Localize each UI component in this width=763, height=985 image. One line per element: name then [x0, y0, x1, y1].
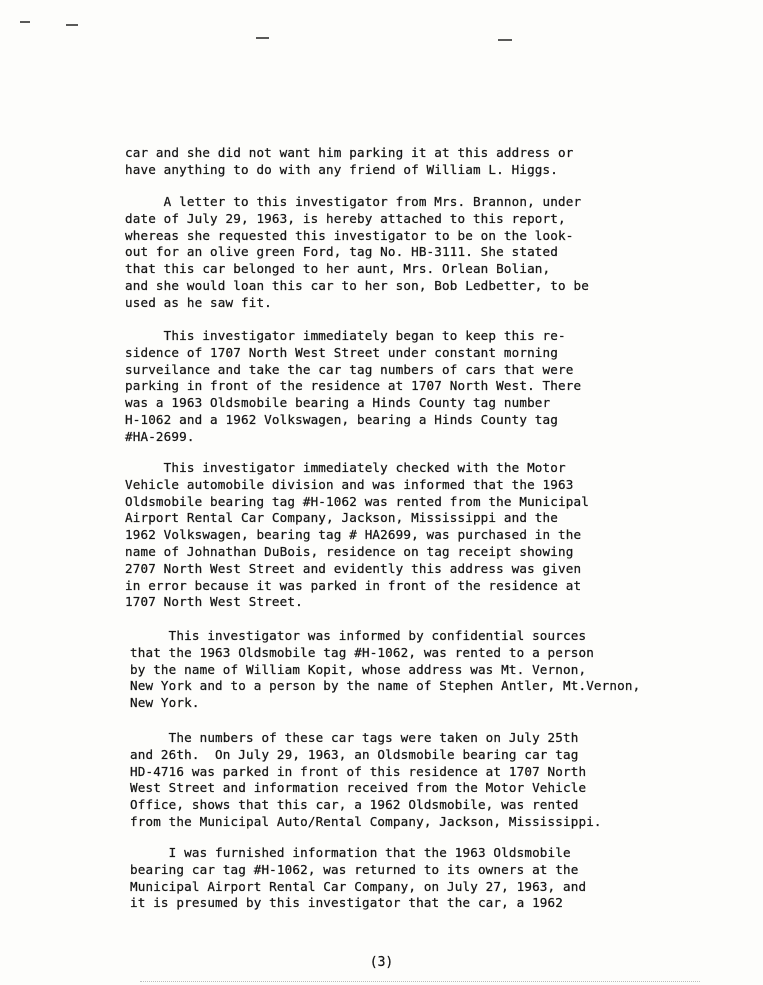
- paragraph: A letter to this investigator from Mrs. Brannon, under date of July 29, 1963, is hereby attached to this report, whereas she requested this investigator to be on the look- out for an olive green Ford, tag No. HB-3111. She stated that this car belonged to her aunt, Mrs. Orlean Bolian, and she would loan this car to her son, Bob Ledbetter, to be used as he saw fit.: [125, 194, 589, 310]
- page-number: (3): [369, 955, 394, 970]
- scan-mark: [20, 21, 30, 23]
- paragraph: I was furnished information that the 1963 Oldsmobile bearing car tag #H-1062, was returned to its owners at the Municipal Airport Rental Car Company, on July 27, 1963, and it is presumed by this investigator that the car, a 1962: [130, 845, 587, 911]
- paragraph: This investigator immediately checked with the Motor Vehicle automobile division and was informed that the 1963 Oldsmobile bearing tag #H-1062 was rented from the Municipal Airport Rental Car Company, Jackson, Mississippi and the 1962 Volkswagen, bearing tag # HA2699, was purchased in the name of Johnathan DuBois, residence on tag receipt showing 2707 North West Street and evidently this address was given in error because it was parked in front of the residence at 1707 North West Street.: [125, 460, 589, 610]
- paragraph: This investigator was informed by confidential sources that the 1963 Oldsmobile tag #H-1062, was rented to a person by the name of William Kopit, whose address was Mt. Vernon, New York and to a person by the name of Stephen Antler, Mt.Vernon, New York.: [130, 628, 641, 711]
- scan-footer-noise: [140, 981, 700, 983]
- scan-mark: [498, 39, 512, 41]
- paragraph: car and she did not want him parking it at this address or have anything to do with any friend of William L. Higgs.: [125, 145, 574, 177]
- scan-mark: [256, 37, 269, 39]
- scan-mark: [66, 24, 78, 26]
- paragraph: This investigator immediately began to keep this re- sidence of 1707 North West Street under constant morning surveilance and take the car tag numbers of cars that were parking in front of the residence at 1707 North West. There was a 1963 Oldsmobile bearing a Hinds County tag number H-1062 and a 1962 Volkswagen, bearing a Hinds County tag #HA-2699.: [125, 328, 582, 444]
- paragraph: The numbers of these car tags were taken on July 25th and 26th. On July 29, 1963, an Oldsmobile bearing car tag HD-4716 was parked in front of this residence at 1707 North West Street and information received from the Motor Vehicle Office, shows that this car, a 1962 Oldsmobile, was rented from the Municipal Auto/Rental Company, Jackson, Mississippi.: [130, 730, 602, 829]
